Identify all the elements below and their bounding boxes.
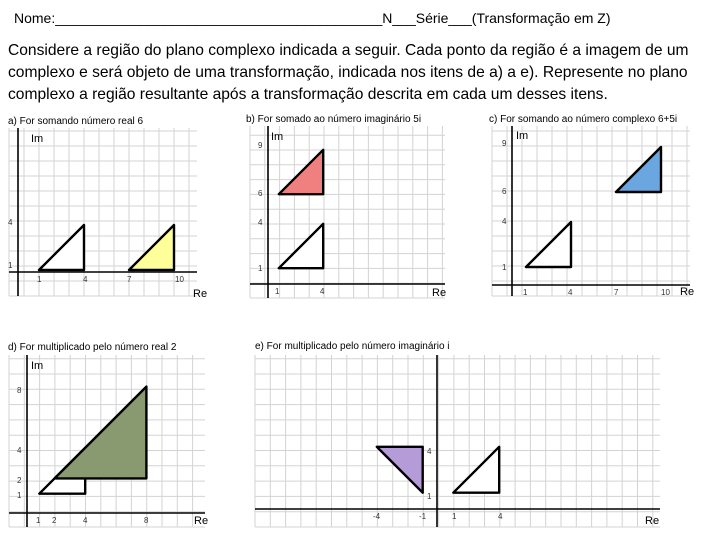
x-tick-label: -1	[419, 512, 427, 521]
panel-d-label: d) For multiplicado pelo número real 2	[8, 342, 177, 353]
x-tick-label: 1	[523, 288, 528, 297]
y-tick-label: 4	[8, 218, 13, 227]
x-tick-label: 4	[83, 516, 88, 525]
im-axis-label: Im	[516, 130, 529, 142]
y-tick-label: 6	[502, 187, 507, 196]
y-tick-label: 1	[17, 491, 22, 500]
x-tick-label: 7	[614, 288, 619, 297]
im-axis-label: Im	[31, 360, 44, 372]
re-axis-label: Re	[193, 288, 208, 300]
y-tick-label: 8	[17, 386, 22, 395]
re-axis-label: Re	[680, 286, 695, 298]
y-tick-label: 9	[258, 141, 263, 150]
y-tick-label: 9	[502, 139, 507, 148]
y-tick-label: 4	[17, 446, 22, 455]
name-blank: __________________________________________	[55, 10, 383, 26]
x-tick-label: 1	[452, 512, 457, 521]
x-tick-label: 2	[52, 516, 57, 525]
name-label: Nome:	[14, 10, 56, 26]
intro-paragraph: Considere a região do plano complexo indicada a seguir. Cada ponto da região é a imagem de um complexo e será objeto de uma transformação, indicada nos itens de a) a e). Represente no plano complexo a região resultante após a transformação descrita em cada um desses itens.	[8, 42, 689, 103]
panel-c-label: c) For somando ao número complexo 6+5i	[489, 114, 678, 125]
im-axis-label: Im	[31, 133, 44, 145]
re-axis-label: Re	[432, 287, 447, 299]
x-tick-label: 4	[83, 275, 88, 284]
x-tick-label: 1	[275, 287, 280, 296]
serie-label: Série___	[415, 10, 472, 26]
transformed-triangle	[377, 447, 423, 493]
x-tick-label: 4	[568, 288, 573, 297]
original-triangle	[453, 447, 499, 493]
y-tick-label: 1	[258, 264, 263, 273]
y-tick-label: 1	[8, 261, 13, 270]
panel-a-label: a) For somando número real 6	[8, 116, 144, 127]
x-tick-label: -4	[373, 512, 381, 521]
x-tick-label: 1	[36, 516, 41, 525]
y-tick-label: 4	[427, 447, 432, 456]
panel-b-label: b) For somado ao número imaginário 5i	[246, 114, 422, 125]
number-label: N___	[382, 10, 416, 26]
x-tick-label: 10	[661, 288, 670, 297]
im-axis-label: Im	[271, 131, 284, 143]
x-tick-label: 4	[498, 512, 503, 521]
x-tick-label: 10	[175, 275, 184, 284]
y-tick-label: 6	[258, 189, 263, 198]
grid-group	[255, 355, 660, 527]
x-tick-label: 8	[144, 516, 149, 525]
re-axis-label: Re	[194, 515, 209, 527]
y-tick-label: 1	[502, 263, 507, 272]
x-tick-label: 1	[37, 275, 42, 284]
y-tick-label: 4	[258, 218, 263, 227]
y-tick-label: 4	[502, 217, 507, 226]
y-tick-label: 2	[17, 476, 22, 485]
x-tick-label: 4	[320, 287, 325, 296]
panel-e-label: e) For multiplicado pelo número imaginário i	[255, 341, 450, 352]
re-axis-label: Re	[645, 515, 660, 527]
y-tick-label: 1	[427, 492, 432, 501]
x-tick-label: 7	[127, 275, 132, 284]
subject-title: (Transformação em Z)	[471, 10, 611, 26]
